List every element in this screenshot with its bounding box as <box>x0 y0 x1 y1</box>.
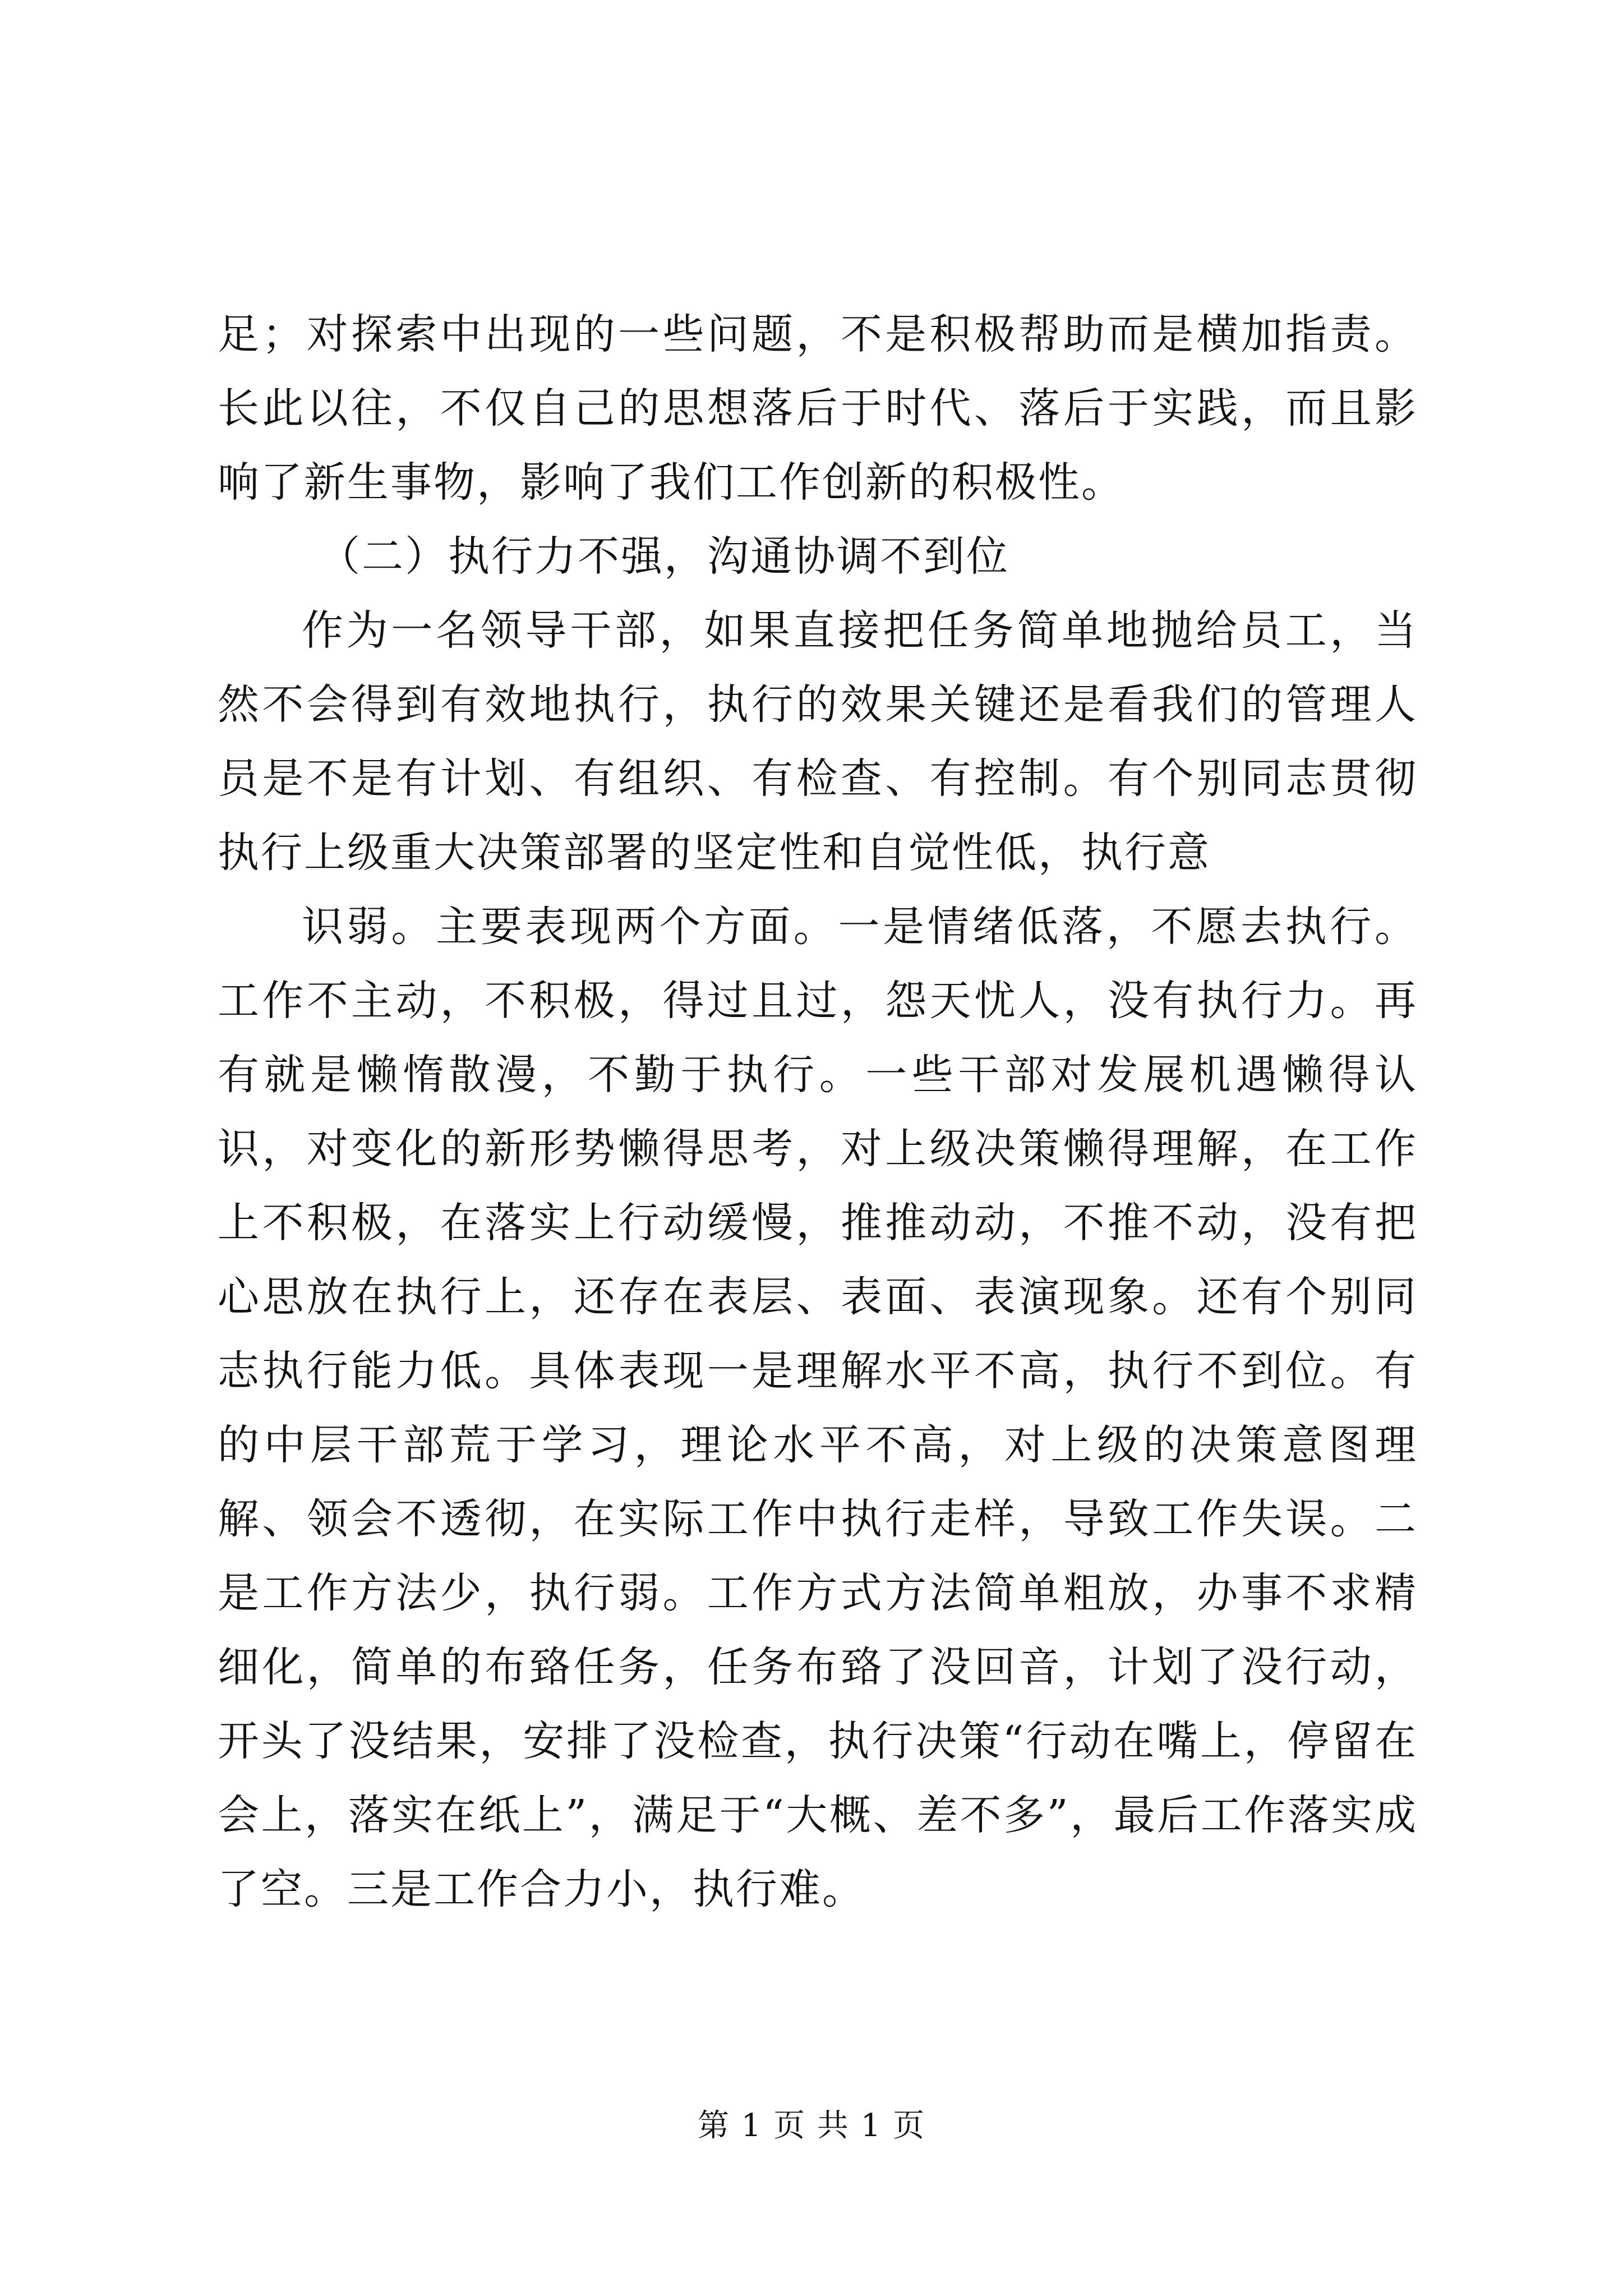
paragraph-execution-details: 识弱。主要表现两个方面。一是情绪低落，不愿去执行。工作不主动，不积极，得过且过，怨天忧人，没有执行力。再有就是懒惰散漫，不勤于执行。一些干部对发展机遇懒得认识，对变化的新形势懒得思考，对上级决策懒得理解，在工作上不积极，在落实上行动缓慢，推推动动，不推不动，没有把心思放在执行上，还存在表层、表面、表演现象。还有个别同志执行能力低。具体表现一是理解水平不高，执行不到位。有的中层干部荒于学习，理论水平不高，对上级的决策意图理解、领会不透彻，在实际工作中执行走样，导致工作失误。二是工作方法少，执行弱。工作方式方法简单粗放，办事不求精细化，简单的布臵任务，任务布臵了没回音，计划了没行动，开头了没结果，安排了没检查，执行决策“行动在嘴上，停留在会上，落实在纸上”，满足于“大概、差不多”，最后工作落实成了空。三是工作合力小，执行难。 <box>218 903 1418 1913</box>
page-number-label: 第 1 页 共 1 页 <box>697 2108 926 2144</box>
document-body <box>218 297 1418 1926</box>
paragraph-execution-intro: 作为一名领导干部，如果直接把任务简单地抛给员工，当然不会得到有效地执行，执行的效果关键还是看我们的管理人员是不是有计划、有组织、有检查、有控制。有个别同志贯彻执行上级重大决策部署的坚定性和自觉性低，执行意 <box>218 606 1418 877</box>
page-footer <box>0 2106 1623 2146</box>
paragraph-continuation: 足；对探索中出现的一些问题，不是积极帮助而是横加指责。长此以往，不仅自己的思想落后于时代、落后于实践，而且影响了新生事物，影响了我们工作创新的积极性。 <box>218 310 1418 507</box>
section-heading: （二）执行力不强，沟通协调不到位 <box>319 532 1009 581</box>
